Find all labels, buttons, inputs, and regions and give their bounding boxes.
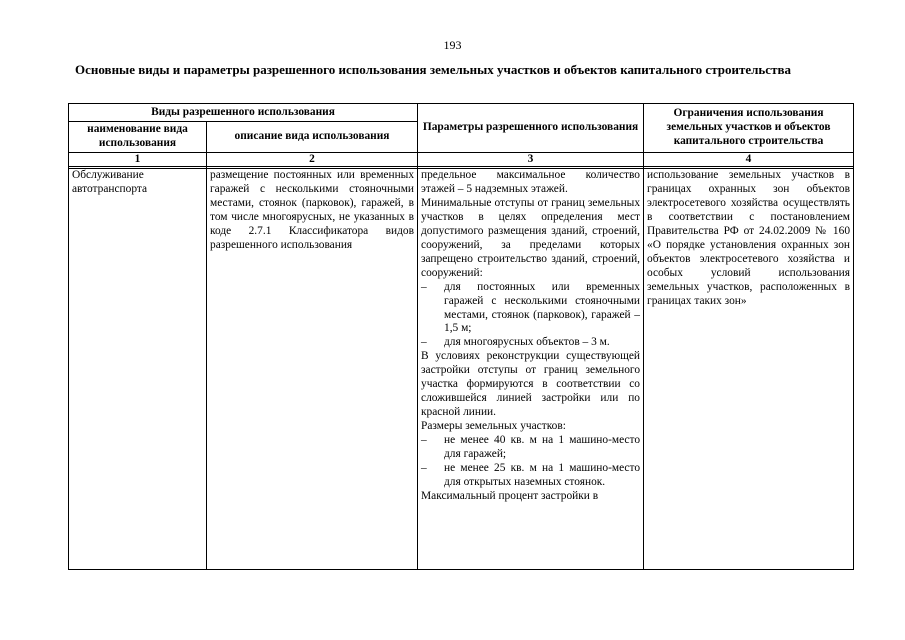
page-number: 193 [443,38,462,52]
column-number-row [69,153,854,167]
list-item: – не менее 40 кв. м на 1 машино-место для гаражей; [421,434,640,462]
parameters-cell [418,169,644,570]
reconstruction-text: В условиях реконструкции существующей застройки отступы от границ земельного участка формируются в соответствии со сложившейся линией застройки или по красной линии. [421,350,641,419]
restrictions-cell [644,169,854,570]
column-number: 1 [69,153,207,167]
plot-size-list [421,434,640,490]
use-name: Обслуживание автотранспорта [72,169,148,195]
column-number: 2 [207,153,418,167]
header-use-description: описание вида использования [207,122,418,153]
header-permitted-use-types: Виды разрешенного использования [69,104,418,122]
max-floors-text: предельное максимальное количество этажей – 5 надземных этажей. [421,169,641,195]
setback-list [421,281,640,351]
max-coverage-text: Максимальный процент застройки в [421,489,599,502]
column-number: 3 [418,153,644,167]
list-item: – для многоярусных объектов – 3 м. [421,336,640,350]
header-restrictions: Ограничения использования земельных участков и объектов капитального строительства [644,104,854,153]
use-description-cell [207,169,418,570]
list-item: – для постоянных или временных гаражей с несколькими стояночными местами, стоянок (парковок), гаражей – 1,5 м; [421,281,640,337]
header-parameters: Параметры разрешенного использования [418,104,644,153]
restrictions-text: использование земельных участков в границах охранных зон объектов электросетевого хозяйства осуществлять в соответствии с постановлением Правительства РФ от 24.02.2009 № 160 «О порядке установления охранных зон объектов электросетевого хозяйства и особых условий использования земельных участков, расположенных в границах таких зон» [647,169,851,307]
use-description: размещение постоянных или временных гаражей с несколькими стояночными местами, стоянок (парковок), гаражей, в том числе многоярусных, не указанных в коде 2.7.1 Классификатора видов разрешенного использования [210,169,415,251]
table-row [69,169,854,570]
list-item: – не менее 25 кв. м на 1 машино-место для открытых наземных стоянок. [421,462,640,490]
land-use-table [68,103,854,570]
plot-sizes-heading: Размеры земельных участков: [421,420,566,433]
use-name-cell [69,169,207,570]
document-title: Основные виды и параметры разрешенного использования земельных участков и объектов капитального строительства [75,62,791,77]
header-use-name: наименование вида использования [69,122,207,153]
min-setbacks-text: Минимальные отступы от границ земельных участков в целях определения мест допустимого размещения зданий, строений, сооружений, за пределами которых запрещено строительство зданий, строений, сооружений: [421,196,641,279]
column-number: 4 [644,153,854,167]
